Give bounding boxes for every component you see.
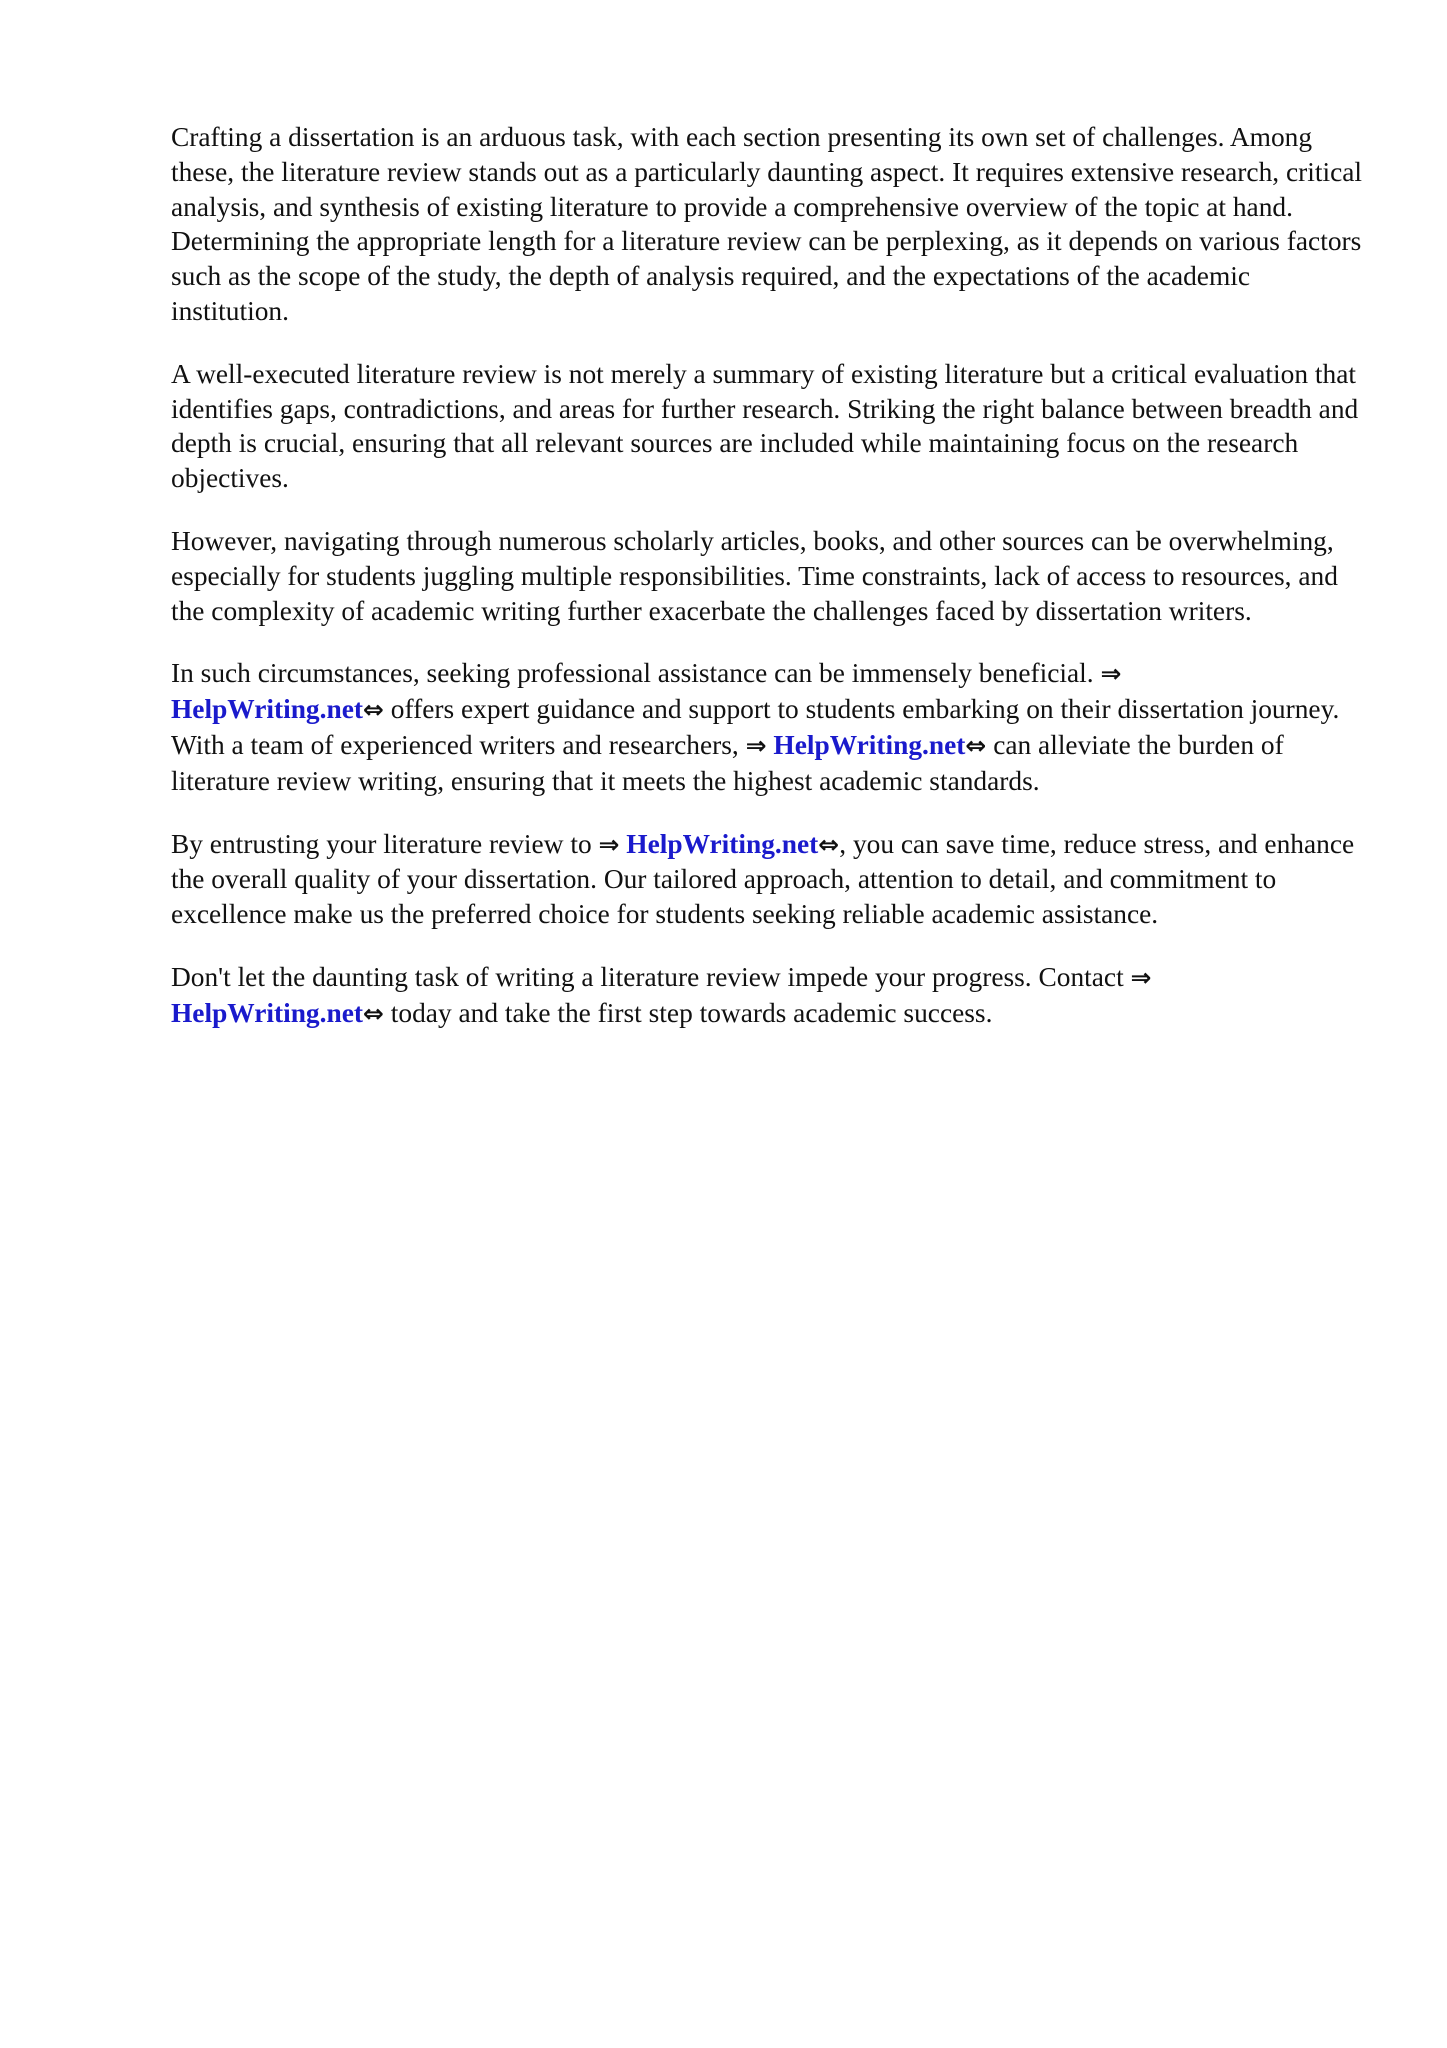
- paragraph-5-text-a: By entrusting your literature review to: [171, 828, 599, 859]
- paragraph-5: [171, 827, 1371, 932]
- right-arrow-icon: ⇒: [745, 730, 767, 760]
- document-body: [171, 120, 1371, 1060]
- right-arrow-icon: ⇒: [598, 829, 620, 859]
- paragraph-1: Crafting a dissertation is an arduous task, with each section presenting its own set of challenges. Among these, the literature review stands out as a particularly daunting aspect. It requires extensive research, critical analysis, and synthesis of existing literature to provide a comprehensive overview of the topic at hand. Determining the appropriate length for a literature review can be perplexing, as it depends on various factors such as the scope of the study, the depth of analysis required, and the expectations of the academic institution.: [171, 122, 1362, 326]
- paragraph-4-text-a: In such circumstances, seeking professional assistance can be immensely beneficial.: [171, 658, 1101, 689]
- paragraph-4-text-c: can alleviate the burden of literature review writing, ensuring that it meets the highest academic standards.: [171, 729, 1284, 796]
- paragraph-5-text-b: , you can save time, reduce stress, and enhance the overall quality of your dissertation. Our tailored approach, attention to detail, and commitment to excellence make us the preferred choice for students seeking reliable academic assistance.: [171, 828, 1355, 930]
- double-arrow-icon: ⇔: [363, 998, 384, 1028]
- helpwriting-link[interactable]: HelpWriting.net: [773, 729, 966, 760]
- helpwriting-link[interactable]: HelpWriting.net: [171, 694, 363, 725]
- helpwriting-link[interactable]: HelpWriting.net: [626, 828, 819, 859]
- paragraph-6-text-b: today and take the first step towards academic success.: [383, 997, 993, 1028]
- double-arrow-icon: ⇔: [965, 730, 987, 760]
- paragraph-6-text-a: Don't let the daunting task of writing a literature review impede your progress. Contact: [171, 961, 1131, 992]
- double-arrow-icon: ⇔: [363, 695, 384, 725]
- right-arrow-icon: ⇒: [1100, 659, 1122, 689]
- paragraph-3: However, navigating through numerous scholarly articles, books, and other sources can be overwhelming, especially for students juggling multiple responsibilities. Time constraints, lack of access to resources, and the complexity of academic writing further exacerbate the challenges faced by dissertation writers.: [171, 525, 1338, 626]
- double-arrow-icon: ⇔: [818, 829, 840, 859]
- helpwriting-link[interactable]: HelpWriting.net: [171, 997, 363, 1028]
- paragraph-4: [171, 656, 1371, 798]
- right-arrow-icon: ⇒: [1130, 962, 1152, 992]
- paragraph-2: A well-executed literature review is not merely a summary of existing literature but a critical evaluation that identifies gaps, contradictions, and areas for further research. Striking the right balance between breadth and depth is crucial, ensuring that all relevant sources are included while maintaining focus on the research objectives.: [171, 358, 1359, 494]
- paragraph-4-text-b: offers expert guidance and support to students embarking on their dissertation journey. With a team of experienced writers and researchers,: [171, 694, 1340, 760]
- paragraph-6: [171, 960, 1371, 1032]
